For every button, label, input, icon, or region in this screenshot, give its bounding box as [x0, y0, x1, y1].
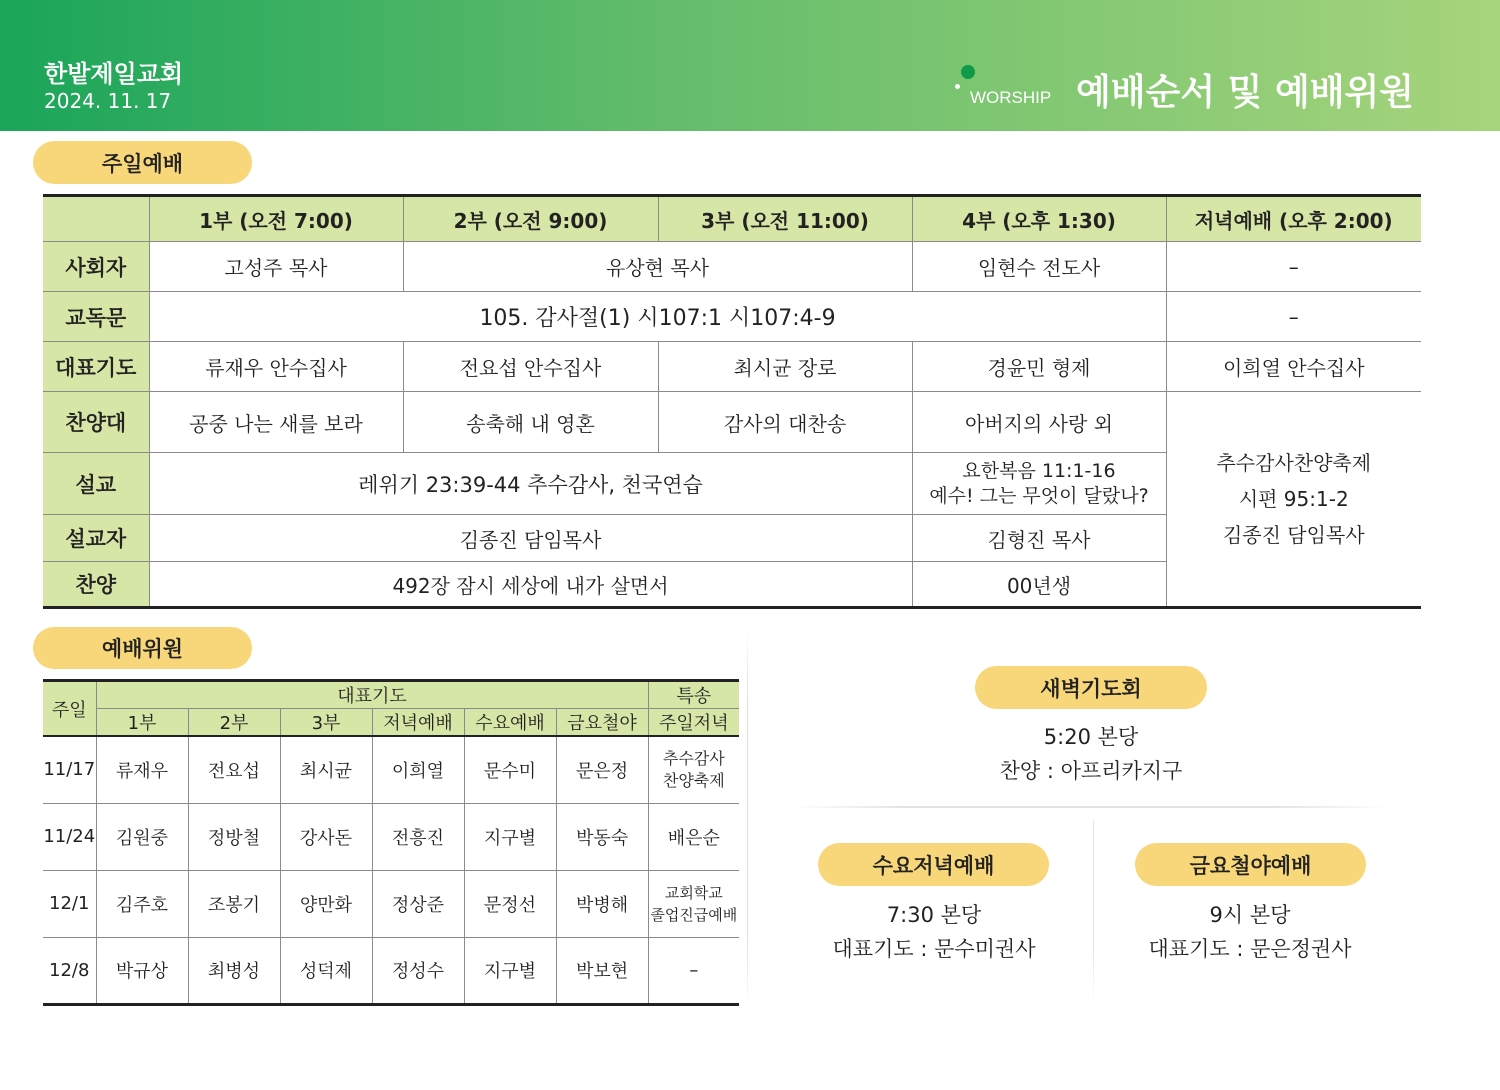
evening-preacher: 김종진 담임목사 [1222, 523, 1365, 547]
table-cell: 감사의 대찬송 [658, 392, 912, 453]
table-cell: 전흥진 [372, 803, 464, 870]
table-cell: 송축해 내 영혼 [403, 392, 658, 453]
week-date: 12/8 [43, 937, 96, 1004]
special-line: 찬양축제 [662, 770, 725, 790]
table-cell: 유상현 목사 [403, 242, 912, 292]
column-header: 4부 (오후 1:30) [912, 196, 1166, 242]
row-header: 사회자 [43, 242, 149, 292]
table-cell: 정성수 [372, 937, 464, 1004]
table-cell: 정상준 [372, 870, 464, 937]
vertical-divider [1093, 820, 1094, 1005]
dawn-praise: 찬양 : 아프리카지구 [999, 759, 1183, 783]
dawn-prayer-heading: 새벽기도회 [975, 666, 1207, 709]
table-cell: 임현수 전도사 [912, 242, 1166, 292]
special-line: 교회학교 [664, 883, 723, 902]
row-header: 설교 [43, 453, 149, 515]
table-cell: 이희열 [372, 736, 464, 803]
table-cell: 김형진 목사 [912, 515, 1166, 562]
table-cell: 아버지의 사랑 외 [912, 392, 1166, 453]
section-label: WORSHIP [970, 88, 1052, 107]
table-cell: 김원중 [96, 803, 188, 870]
table-header-row [43, 196, 1421, 242]
table-cell: 이희열 안수집사 [1166, 342, 1421, 392]
committee-heading: 예배위원 [33, 627, 252, 669]
table-cell: 00년생 [912, 562, 1166, 608]
page-header [0, 0, 1500, 131]
table-row [43, 392, 1421, 453]
evening-event-title: 추수감사찬양축제 [1216, 451, 1372, 475]
table-cell: 경윤민 형제 [912, 342, 1166, 392]
table-cell: 정방철 [188, 803, 280, 870]
table-cell: 류재우 안수집사 [149, 342, 403, 392]
table-cell: 492장 잠시 세상에 내가 살면서 [149, 562, 912, 608]
table-cell [912, 453, 1166, 515]
row-header: 교독문 [43, 292, 149, 342]
friday-time: 9시 본당 [1209, 903, 1291, 927]
column-header: 3부 (오전 11:00) [658, 196, 912, 242]
table-cell: 문수미 [464, 736, 556, 803]
column-header: 3부 [280, 709, 372, 737]
dot-decoration-icon [955, 84, 960, 89]
special-line: 추수감사 [662, 748, 725, 768]
table-cell: 레위기 23:39-44 추수감사, 천국연습 [149, 453, 912, 515]
special-group-header: 특송 [648, 681, 739, 709]
corner-cell [43, 196, 149, 242]
church-name: 한밭제일교회 [44, 60, 184, 88]
special-line: – [689, 959, 699, 981]
table-row [43, 342, 1421, 392]
table-cell: 박동숙 [556, 803, 648, 870]
table-cell: 최병성 [188, 937, 280, 1004]
table-row [43, 870, 739, 937]
wednesday-time: 7:30 본당 [886, 903, 982, 927]
horizontal-divider [790, 806, 1390, 808]
special-line: 배은순 [667, 827, 720, 849]
table-cell: – [1166, 292, 1421, 342]
friday-prayer: 대표기도 : 문은정권사 [1148, 937, 1352, 961]
committee-table [43, 679, 739, 1006]
table-cell: 전요섭 [188, 736, 280, 803]
column-header: 1부 (오전 7:00) [149, 196, 403, 242]
column-header: 수요예배 [464, 709, 556, 737]
row-header: 대표기도 [43, 342, 149, 392]
table-cell: 성덕제 [280, 937, 372, 1004]
sermon-scripture: 요한복음 11:1-16 [962, 459, 1116, 482]
bulletin-date: 2024. 11. 17 [44, 89, 172, 113]
table-cell: 류재우 [96, 736, 188, 803]
column-header: 2부 [188, 709, 280, 737]
week-date: 11/24 [43, 803, 96, 870]
prayer-group-header: 대표기도 [96, 681, 648, 709]
week-header: 주일 [43, 681, 96, 737]
table-row [43, 803, 739, 870]
column-header: 주일저녁 [648, 709, 739, 737]
row-header: 찬양 [43, 562, 149, 608]
table-cell [648, 937, 739, 1004]
row-header: 설교자 [43, 515, 149, 562]
table-cell: 문정선 [464, 870, 556, 937]
table-cell: 지구별 [464, 937, 556, 1004]
table-cell: 김주호 [96, 870, 188, 937]
week-date: 12/1 [43, 870, 96, 937]
column-header: 1부 [96, 709, 188, 737]
table-cell: 지구별 [464, 803, 556, 870]
table-cell: 김종진 담임목사 [149, 515, 912, 562]
table-header-row [43, 681, 739, 709]
column-header: 저녁예배 (오후 2:00) [1166, 196, 1421, 242]
column-header: 저녁예배 [372, 709, 464, 737]
table-cell [648, 803, 739, 870]
column-header: 금요철야 [556, 709, 648, 737]
table-row [43, 736, 739, 803]
table-cell: 문은정 [556, 736, 648, 803]
table-row [43, 937, 739, 1004]
table-cell: 공중 나는 새를 보라 [149, 392, 403, 453]
table-cell [648, 736, 739, 803]
green-dot-icon [961, 65, 975, 79]
sermon-title: 예수! 그는 무엇이 달랐나? [929, 484, 1149, 507]
table-cell: 105. 감사절(1) 시107:1 시107:4-9 [149, 292, 1166, 342]
sunday-worship-table [43, 194, 1421, 609]
friday-service-heading: 금요철야예배 [1135, 843, 1366, 886]
table-row [43, 292, 1421, 342]
dawn-time: 5:20 본당 [1043, 725, 1139, 749]
special-line: 졸업진급예배 [650, 905, 738, 924]
column-header: 2부 (오전 9:00) [403, 196, 658, 242]
table-cell: 최시균 장로 [658, 342, 912, 392]
evening-merged-cell [1166, 392, 1421, 608]
wednesday-prayer: 대표기도 : 문수미권사 [832, 937, 1036, 961]
table-cell: 고성주 목사 [149, 242, 403, 292]
wednesday-service-info [784, 898, 1084, 966]
table-cell: 전요섭 안수집사 [403, 342, 658, 392]
week-date: 11/17 [43, 736, 96, 803]
table-header-row [43, 709, 739, 737]
table-cell: 최시균 [280, 736, 372, 803]
table-cell: 양만화 [280, 870, 372, 937]
friday-service-info [1100, 898, 1400, 966]
table-cell: 박병해 [556, 870, 648, 937]
table-row [43, 242, 1421, 292]
wednesday-service-heading: 수요저녁예배 [818, 843, 1049, 886]
table-cell: 강사돈 [280, 803, 372, 870]
sunday-worship-heading: 주일예배 [33, 141, 252, 184]
vertical-divider [747, 628, 748, 1008]
table-cell: 박보현 [556, 937, 648, 1004]
table-cell [648, 870, 739, 937]
table-cell: 박규상 [96, 937, 188, 1004]
page-title: 예배순서 및 예배위원 [1076, 72, 1415, 113]
evening-scripture: 시편 95:1-2 [1238, 487, 1349, 511]
dawn-prayer-info [940, 720, 1242, 788]
table-cell: – [1166, 242, 1421, 292]
table-cell: 조봉기 [188, 870, 280, 937]
row-header: 찬양대 [43, 392, 149, 453]
